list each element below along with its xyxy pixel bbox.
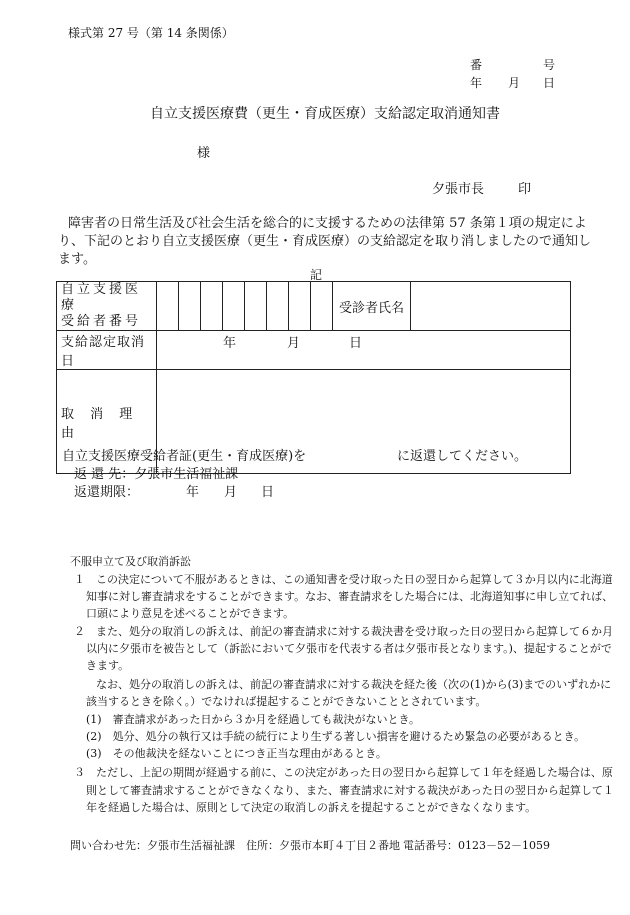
reason-label: 取 消 理 由 — [57, 370, 157, 474]
appeal-line: 年を経過した場合は、原則として決定の取消しの訴えを提起することができなくなります。 — [86, 801, 537, 814]
recipient-suffix: 様 — [197, 146, 211, 161]
revoke-year: 年 — [223, 336, 237, 351]
footer-address: 住所：夕張市本町４丁目２番地 — [246, 839, 400, 852]
appeal-line: なお、処分の取消しの訴えは、前記の審査請求に対する裁決を経た後（次の(1)から(3)までのいずれかに — [96, 678, 612, 691]
deadline-day: 日 — [261, 485, 275, 500]
appeal-line: 以内に夕張市を被告として（訴訟において夕張市を代表する者は夕張市長となります。)、提起することがで — [86, 642, 612, 655]
issuer-name: 夕張市長 — [432, 182, 485, 197]
return-text-1: 自立支援医療受給者証(更生・育成医療)を — [62, 449, 307, 464]
cert-label-line1: 自立支援医療 — [61, 282, 142, 313]
appeal-line: １ この決定について不服があるときは、この通知書を受け取った日の翌日から起算して３か月以内に北海道 — [74, 573, 613, 586]
appeal-line: きます。 — [86, 659, 130, 672]
revoke-date-cell[interactable] — [157, 331, 571, 370]
digit-cell[interactable] — [157, 282, 179, 331]
return-deadline-label: 返還期限： — [74, 485, 140, 500]
appeal-line: (2) 処分、処分の執行又は手続の続行により生ずる著しい損害を避けるため緊急の必要があるとき。 — [86, 730, 586, 743]
cert-number-label — [57, 282, 157, 331]
body-line-3: ます。 — [58, 252, 96, 267]
document-title: 自立支援医療費（更生・育成医療）支給認定取消通知書 — [150, 106, 500, 122]
revoke-date-label: 支給認定取消日 — [57, 331, 157, 370]
patient-name-cell[interactable] — [411, 282, 571, 331]
form-number: 様式第 27 号（第 14 条関係） — [68, 26, 234, 40]
appeal-line: ３ ただし、上記の期間が経過する前に、この決定があった日の翌日から起算して１年を経過した場合は、原 — [74, 766, 613, 779]
deadline-month: 月 — [224, 485, 238, 500]
number-suffix: 号 — [543, 58, 556, 72]
footer-contact: 問い合わせ先：夕張市生活福祉課 — [70, 839, 235, 852]
footer-phone: 電話番号：0123－52－1059 — [403, 839, 550, 852]
return-destination: 返 還 先：夕張市生活福祉課 — [74, 467, 239, 482]
revoke-month: 月 — [287, 336, 301, 351]
body-line-1: 障害者の日常生活及び社会生活を総合的に支援するための法律第 57 条第１項の規定によ — [68, 216, 587, 231]
patient-name-label: 受診者氏名 — [333, 282, 411, 331]
number-label: 番 — [470, 58, 483, 72]
appeal-line: ２ また、処分の取消しの訴えは、前記の審査請求に対する裁決書を受け取った日の翌日から起算して６か月 — [74, 625, 613, 638]
digit-cell[interactable] — [267, 282, 289, 331]
date-day: 日 — [543, 76, 556, 90]
cert-label-line2: 受給者番号 — [61, 314, 142, 329]
appeal-line: 則として審査請求することができなくなり、また、審査請求に対する裁決があった日の翌日から起算して１ — [86, 784, 614, 797]
digit-cell[interactable] — [289, 282, 311, 331]
appeal-line: 口頭により意見を述べることができます。 — [86, 607, 295, 620]
ki-label: 記 — [310, 268, 323, 282]
date-month: 月 — [508, 76, 521, 90]
digit-cell[interactable] — [179, 282, 201, 331]
digit-cell[interactable] — [245, 282, 267, 331]
appeal-line: (1) 審査請求があった日から３か月を経過しても裁決がないとき。 — [86, 713, 421, 726]
revoke-day: 日 — [349, 336, 363, 351]
digit-cell[interactable] — [223, 282, 245, 331]
appeal-line: 該当するときを除く。）でなければ提起することができないこととされています。 — [86, 695, 487, 708]
appeal-line: 知事に対し審査請求をすることができます。なお、審査請求をした場合には、北海道知事に申し立てれば、 — [86, 590, 614, 603]
deadline-year: 年 — [186, 485, 200, 500]
appeal-heading: 不服申立て及び取消訴訟 — [70, 555, 191, 568]
return-text-2: に返還してください。 — [397, 449, 528, 464]
appeal-line: (3) その他裁決を経ないことにつき正当な理由があるとき。 — [86, 747, 387, 760]
date-year: 年 — [470, 76, 483, 90]
seal-mark: 印 — [518, 182, 532, 197]
digit-cell[interactable] — [311, 282, 333, 331]
body-line-2: り、下記のとおり自立支援医療（更生・育成医療）の支給認定を取り消しましたので通知し — [58, 234, 592, 249]
digit-cell[interactable] — [201, 282, 223, 331]
